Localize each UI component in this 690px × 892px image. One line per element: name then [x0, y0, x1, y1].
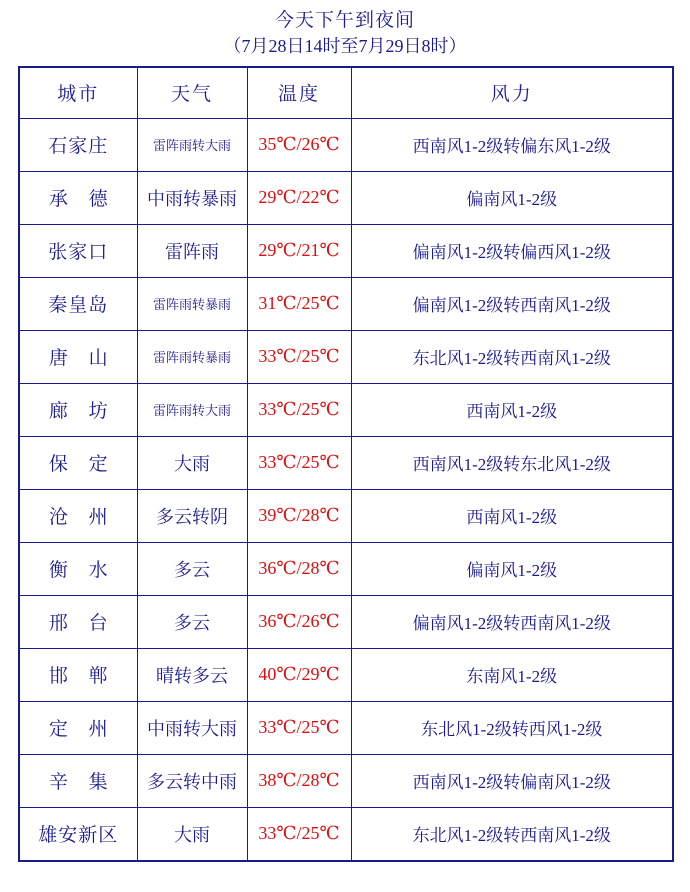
cell-city	[19, 277, 137, 330]
cell-city	[19, 807, 137, 861]
temperature-range: 33℃/25℃	[258, 452, 340, 473]
title-subtitle: （7月28日14时至7月29日8时）	[223, 35, 467, 56]
cell-temperature	[247, 754, 351, 807]
cell-weather	[137, 436, 247, 489]
temperature-range: 31℃/25℃	[258, 293, 340, 314]
weather-table	[18, 66, 674, 862]
cell-temperature	[247, 171, 351, 224]
weather-condition: 大雨	[174, 824, 210, 845]
cell-temperature	[247, 489, 351, 542]
cell-temperature	[247, 277, 351, 330]
cell-temperature	[247, 701, 351, 754]
table-row	[19, 171, 673, 224]
wind-description: 西南风1-2级转东北风1-2级	[412, 455, 611, 475]
city-name: 沧 州	[48, 507, 116, 529]
weather-condition: 多云	[174, 559, 210, 580]
table-header	[19, 67, 673, 119]
weather-condition: 中雨转暴雨	[147, 188, 237, 209]
wind-description: 东北风1-2级转西风1-2级	[421, 720, 603, 740]
temperature-range: 33℃/25℃	[258, 399, 340, 420]
temperature-range: 33℃/25℃	[258, 346, 340, 367]
table-body	[19, 118, 673, 861]
temperature-range: 40℃/29℃	[258, 664, 340, 685]
cell-weather	[137, 330, 247, 383]
cell-temperature	[247, 330, 351, 383]
wind-description: 偏南风1-2级转偏西风1-2级	[412, 243, 611, 263]
temperature-range: 36℃/26℃	[258, 611, 340, 632]
city-name: 承 德	[48, 189, 116, 211]
city-name: 邢 台	[48, 613, 116, 635]
weather-condition: 雷阵雨转大雨	[152, 138, 231, 154]
wind-description: 偏南风1-2级	[466, 561, 558, 581]
city-name: 邯 郸	[48, 666, 116, 688]
city-name: 石家庄	[48, 136, 109, 158]
cell-city	[19, 171, 137, 224]
wind-description: 西南风1-2级转偏东风1-2级	[412, 137, 611, 157]
temperature-range: 33℃/25℃	[258, 717, 340, 738]
cell-wind	[351, 224, 673, 277]
weather-condition: 晴转多云	[156, 665, 228, 686]
table-row	[19, 648, 673, 701]
table-row	[19, 330, 673, 383]
table-row	[19, 224, 673, 277]
city-name: 辛 集	[48, 772, 116, 794]
cell-temperature	[247, 595, 351, 648]
column-header-city: 城市	[19, 67, 137, 119]
title-main: 今天下午到夜间	[274, 10, 415, 31]
cell-temperature	[247, 224, 351, 277]
cell-city	[19, 648, 137, 701]
weather-condition: 多云转阴	[156, 506, 228, 527]
cell-wind	[351, 807, 673, 861]
cell-weather	[137, 171, 247, 224]
page-title	[18, 8, 672, 58]
column-header-temperature: 温度	[247, 67, 351, 119]
cell-temperature	[247, 648, 351, 701]
cell-weather	[137, 383, 247, 436]
cell-city	[19, 436, 137, 489]
cell-wind	[351, 489, 673, 542]
cell-city	[19, 754, 137, 807]
city-name: 保 定	[48, 454, 116, 476]
cell-wind	[351, 542, 673, 595]
city-name: 衡 水	[48, 560, 116, 582]
city-name: 唐 山	[48, 348, 116, 370]
table-row	[19, 277, 673, 330]
city-name: 廊 坊	[48, 401, 116, 423]
weather-condition: 中雨转大雨	[147, 718, 237, 739]
weather-condition: 雷阵雨	[165, 241, 219, 262]
cell-city	[19, 542, 137, 595]
cell-city	[19, 224, 137, 277]
table-row	[19, 542, 673, 595]
weather-condition: 大雨	[174, 453, 210, 474]
table-row	[19, 754, 673, 807]
wind-description: 偏南风1-2级转西南风1-2级	[412, 296, 611, 316]
cell-weather	[137, 489, 247, 542]
cell-weather	[137, 807, 247, 861]
cell-temperature	[247, 542, 351, 595]
wind-description: 西南风1-2级	[466, 508, 558, 528]
cell-temperature	[247, 383, 351, 436]
cell-weather	[137, 224, 247, 277]
weather-condition: 雷阵雨转大雨	[152, 403, 231, 419]
cell-wind	[351, 330, 673, 383]
cell-weather	[137, 595, 247, 648]
temperature-range: 39℃/28℃	[258, 505, 340, 526]
cell-city	[19, 595, 137, 648]
temperature-range: 29℃/22℃	[258, 187, 340, 208]
wind-description: 西南风1-2级转偏南风1-2级	[412, 773, 611, 793]
wind-description: 东北风1-2级转西南风1-2级	[412, 826, 611, 846]
wind-description: 东南风1-2级	[466, 667, 558, 687]
cell-wind	[351, 595, 673, 648]
table-row	[19, 595, 673, 648]
cell-wind	[351, 277, 673, 330]
weather-condition: 多云转中雨	[147, 771, 237, 792]
cell-city	[19, 330, 137, 383]
cell-wind	[351, 383, 673, 436]
table-header-row	[19, 67, 673, 119]
cell-wind	[351, 701, 673, 754]
table-row	[19, 807, 673, 861]
table-row	[19, 118, 673, 171]
city-name: 雄安新区	[38, 825, 119, 847]
cell-weather	[137, 542, 247, 595]
table-row	[19, 436, 673, 489]
cell-city	[19, 118, 137, 171]
cell-weather	[137, 754, 247, 807]
table-row	[19, 489, 673, 542]
temperature-range: 38℃/28℃	[258, 770, 340, 791]
cell-wind	[351, 436, 673, 489]
table-row	[19, 383, 673, 436]
cell-wind	[351, 171, 673, 224]
cell-temperature	[247, 118, 351, 171]
cell-weather	[137, 118, 247, 171]
wind-description: 东北风1-2级转西南风1-2级	[412, 349, 611, 369]
city-name: 秦皇岛	[48, 295, 109, 317]
cell-city	[19, 701, 137, 754]
cell-city	[19, 383, 137, 436]
column-header-weather: 天气	[137, 67, 247, 119]
cell-city	[19, 489, 137, 542]
cell-weather	[137, 648, 247, 701]
column-header-wind: 风力	[351, 67, 673, 119]
temperature-range: 35℃/26℃	[258, 134, 340, 155]
weather-condition: 雷阵雨转暴雨	[152, 297, 231, 313]
table-row	[19, 701, 673, 754]
cell-wind	[351, 648, 673, 701]
city-name: 定 州	[48, 719, 116, 741]
temperature-range: 29℃/21℃	[258, 240, 340, 261]
cell-wind	[351, 118, 673, 171]
wind-description: 偏南风1-2级	[466, 190, 558, 210]
cell-temperature	[247, 436, 351, 489]
cell-weather	[137, 701, 247, 754]
cell-wind	[351, 754, 673, 807]
city-name: 张家口	[48, 242, 109, 264]
weather-condition: 多云	[174, 612, 210, 633]
wind-description: 偏南风1-2级转西南风1-2级	[412, 614, 611, 634]
cell-weather	[137, 277, 247, 330]
cell-temperature	[247, 807, 351, 861]
wind-description: 西南风1-2级	[466, 402, 558, 422]
temperature-range: 36℃/28℃	[258, 558, 340, 579]
weather-condition: 雷阵雨转暴雨	[152, 350, 231, 366]
temperature-range: 33℃/25℃	[258, 823, 340, 844]
